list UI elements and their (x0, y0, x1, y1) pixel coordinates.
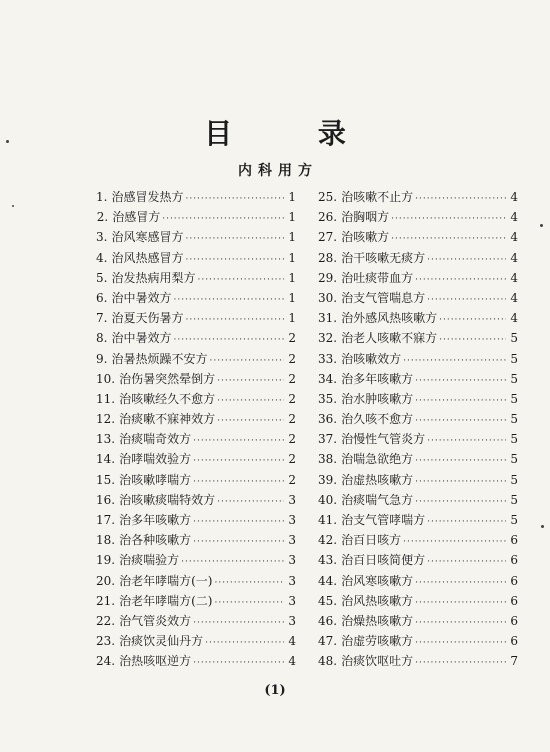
toc-entry-title: 治虚劳咳嗽方 (341, 634, 414, 649)
toc-entry-number: 15. (96, 472, 116, 487)
toc-entry (96, 249, 296, 269)
toc-entry-number: 1. (96, 190, 108, 204)
toc-entry (96, 511, 296, 531)
toc-entry-page: 3 (288, 593, 296, 608)
toc-entry-title: 治咳嗽效方 (341, 351, 402, 366)
toc-entry-number: 38. (318, 452, 338, 467)
toc-entry (96, 450, 296, 470)
dot-leader (173, 295, 284, 305)
toc-entry-page: 7 (510, 654, 518, 669)
toc-entry-number: 21. (96, 593, 116, 608)
dot-leader (193, 537, 284, 547)
toc-entry-page: 4 (510, 250, 518, 265)
dot-leader (185, 194, 284, 204)
dot-leader (403, 537, 506, 547)
toc-column-left (96, 188, 296, 673)
toc-entry-title: 治痰喘验方 (119, 553, 180, 568)
scan-speck (12, 205, 14, 207)
dot-leader (403, 356, 506, 366)
toc-entry-page: 5 (510, 492, 518, 507)
toc-entry (318, 551, 518, 571)
toc-entry-page: 1 (288, 210, 296, 225)
dot-leader (193, 436, 284, 446)
dot-leader (415, 658, 506, 668)
dot-leader (217, 497, 284, 507)
toc-entry-number: 14. (96, 452, 116, 467)
dot-leader (415, 416, 506, 426)
toc-entry-number: 27. (318, 230, 338, 245)
toc-entry-title: 治痰喘奇效方 (119, 432, 192, 447)
dot-leader (185, 315, 284, 325)
toc-entry-page: 6 (510, 553, 518, 568)
toc-entry-page: 4 (510, 210, 518, 225)
toc-entry-title: 治咳嗽不止方 (341, 190, 414, 204)
toc-entry (96, 491, 296, 511)
toc-entry-page: 2 (288, 351, 296, 366)
toc-entry (96, 572, 296, 592)
toc-entry-number: 10. (96, 371, 116, 386)
toc-entry-number: 17. (96, 513, 116, 527)
toc-entry (96, 551, 296, 571)
toc-entry (318, 350, 518, 370)
toc-entry-title: 治外感风热咳嗽方 (341, 311, 438, 326)
toc-entry-number: 45. (318, 593, 338, 608)
toc-entry-page: 1 (288, 290, 296, 305)
toc-entry (96, 350, 296, 370)
toc-entry-title: 治虚热咳嗽方 (341, 472, 414, 487)
toc-entry-page: 2 (288, 391, 296, 406)
dot-leader (415, 578, 506, 588)
toc-entry-page: 2 (288, 371, 296, 386)
toc-entry-page: 3 (288, 492, 296, 507)
toc-entry-page: 4 (510, 311, 518, 326)
toc-entry-title: 治水肿咳嗽方 (341, 391, 414, 406)
toc-entry (318, 208, 518, 228)
toc-entry-title: 治痰饮呕吐方 (341, 654, 414, 669)
scan-speck (540, 224, 543, 227)
toc-entry (96, 612, 296, 632)
toc-entry-number: 32. (318, 331, 338, 346)
toc-entry-number: 30. (318, 290, 338, 305)
toc-entry (96, 289, 296, 309)
toc-entry (318, 329, 518, 349)
toc-entry (318, 269, 518, 289)
toc-entry-page: 3 (288, 533, 296, 548)
toc-entry-page: 5 (510, 513, 518, 527)
toc-entry (96, 390, 296, 410)
toc-entry (318, 370, 518, 390)
toc-entry-title: 治夏天伤暑方 (111, 311, 184, 326)
toc-entry (318, 572, 518, 592)
toc-entry-title: 治咳嗽经久不愈方 (119, 391, 216, 406)
toc-entry (318, 410, 518, 430)
toc-entry-number: 46. (318, 613, 338, 628)
toc-entry-title: 治多年咳嗽方 (341, 371, 414, 386)
dot-leader (214, 598, 284, 608)
toc-entry-title: 治老人咳嗽不寐方 (341, 331, 438, 346)
toc-entry (318, 228, 518, 248)
dot-leader (427, 436, 506, 446)
dot-leader (181, 557, 284, 567)
dot-leader (185, 234, 284, 244)
toc-entry-title: 治暑热烦躁不安方 (111, 351, 208, 366)
toc-entry-title: 治哮喘效验方 (119, 452, 192, 467)
dot-leader (197, 275, 284, 285)
toc-entry-number: 41. (318, 513, 338, 527)
toc-entry-page: 4 (288, 654, 296, 669)
dot-leader (415, 396, 506, 406)
dot-leader (415, 618, 506, 628)
toc-entry-page: 1 (288, 311, 296, 326)
toc-entry (96, 410, 296, 430)
toc-entry (96, 592, 296, 612)
toc-entry-page: 5 (510, 391, 518, 406)
toc-entry-title: 治百日咳简便方 (341, 553, 426, 568)
toc-entry-title: 治喘急欲绝方 (341, 452, 414, 467)
dot-leader (391, 234, 506, 244)
toc-entry-page: 3 (288, 513, 296, 527)
toc-entry-page: 6 (510, 613, 518, 628)
section-heading: 内科用方 (238, 163, 318, 179)
toc-entry-page: 4 (510, 190, 518, 204)
toc-entry-number: 11. (96, 391, 116, 406)
toc-entry (318, 511, 518, 531)
toc-entry-number: 16. (96, 492, 116, 507)
toc-entry-page: 5 (510, 452, 518, 467)
toc-entry-title: 治痰嗽不寐神效方 (119, 412, 216, 427)
toc-entry-page: 5 (510, 351, 518, 366)
toc-entry-number: 39. (318, 472, 338, 487)
toc-entry-number: 44. (318, 573, 338, 588)
toc-entry-page: 4 (510, 290, 518, 305)
dot-leader (193, 477, 284, 487)
toc-column-right (318, 188, 518, 673)
dot-leader (217, 376, 284, 386)
toc-entry (96, 632, 296, 652)
toc-entry (318, 471, 518, 491)
toc-entry (318, 450, 518, 470)
dot-leader (415, 194, 506, 204)
toc-entry-title: 治各种咳嗽方 (119, 533, 192, 548)
toc-entry-number: 28. (318, 250, 338, 265)
toc-entry-title: 治热咳呕逆方 (119, 654, 192, 669)
toc-entry-page: 2 (288, 452, 296, 467)
dot-leader (415, 456, 506, 466)
dot-leader (193, 618, 284, 628)
toc-entry-page: 6 (510, 634, 518, 649)
toc-entry-number: 5. (96, 270, 108, 285)
dot-leader (173, 335, 284, 345)
toc-entry (318, 249, 518, 269)
toc-entry-number: 35. (318, 391, 338, 406)
toc-entry-number: 40. (318, 492, 338, 507)
toc-entry-title: 治百日咳方 (341, 533, 402, 548)
dot-leader (415, 598, 506, 608)
toc-entry-number: 47. (318, 634, 338, 649)
toc-entry-number: 22. (96, 613, 116, 628)
dot-leader (217, 416, 284, 426)
toc-entry-page: 4 (288, 634, 296, 649)
dot-leader (415, 477, 506, 487)
dot-leader (162, 214, 284, 224)
toc-entry (96, 208, 296, 228)
dot-leader (439, 315, 506, 325)
toc-entry-number: 25. (318, 190, 338, 204)
toc-entry-page: 1 (288, 270, 296, 285)
toc-entry-page: 5 (510, 331, 518, 346)
page-number: (1) (264, 683, 286, 698)
toc-entry-number: 42. (318, 533, 338, 548)
toc-entry-page: 6 (510, 573, 518, 588)
toc-entry-number: 19. (96, 553, 116, 568)
toc-entry-number: 8. (96, 331, 108, 346)
dot-leader (427, 557, 506, 567)
toc-entry-number: 18. (96, 533, 116, 548)
toc-entry-title: 治咳嗽方 (341, 230, 390, 245)
toc-entry (318, 592, 518, 612)
toc-entry-page: 5 (510, 432, 518, 447)
toc-entry-title: 治慢性气管炎方 (341, 432, 426, 447)
toc-entry-number: 24. (96, 654, 116, 669)
dot-leader (205, 638, 284, 648)
dot-leader (415, 497, 506, 507)
toc-entry-title: 治老年哮喘方(二) (119, 593, 213, 608)
toc-entry (318, 188, 518, 208)
scan-speck (541, 525, 544, 528)
toc-entry (318, 632, 518, 652)
toc-entry-title: 治支气管哮喘方 (341, 513, 426, 527)
toc-entry-number: 34. (318, 371, 338, 386)
toc-entry-page: 2 (288, 432, 296, 447)
toc-entry-page: 3 (288, 613, 296, 628)
toc-entry-page: 2 (288, 412, 296, 427)
toc-entry-page: 4 (510, 270, 518, 285)
dot-leader (217, 396, 284, 406)
toc-entry-number: 48. (318, 654, 338, 669)
dot-leader (427, 517, 506, 527)
dot-leader (214, 578, 284, 588)
toc-entry-title: 治咳嗽痰喘特效方 (119, 492, 216, 507)
toc-entry-title: 治中暑效方 (111, 290, 172, 305)
toc-entry-page: 2 (288, 472, 296, 487)
toc-entry-number: 6. (96, 290, 108, 305)
toc-entry (96, 269, 296, 289)
toc-entry (318, 612, 518, 632)
toc-entry-title: 治感冒方 (112, 210, 161, 225)
toc-entry-title: 治胸咽方 (341, 210, 390, 225)
toc-entry-title: 治干咳嗽无痰方 (341, 250, 426, 265)
dot-leader (439, 335, 506, 345)
toc-entry-number: 31. (318, 311, 338, 326)
toc-entry-title: 治风寒感冒方 (111, 230, 184, 245)
toc-entry-page: 3 (288, 553, 296, 568)
toc-entry-title: 治气管炎效方 (119, 613, 192, 628)
toc-entry-title: 治风寒咳嗽方 (341, 573, 414, 588)
dot-leader (193, 517, 284, 527)
toc-entry-number: 3. (96, 230, 108, 245)
toc-entry-page: 4 (510, 230, 518, 245)
dot-leader (427, 295, 506, 305)
toc-entry-page: 2 (288, 331, 296, 346)
toc-entry-title: 治久咳不愈方 (341, 412, 414, 427)
toc-entry-number: 23. (96, 634, 116, 649)
toc-entry (96, 471, 296, 491)
toc-entry (96, 228, 296, 248)
toc-entry-number: 20. (96, 573, 116, 588)
toc-entry (318, 652, 518, 672)
toc-entry-page: 1 (288, 230, 296, 245)
dot-leader (415, 275, 506, 285)
toc-entry (96, 188, 296, 208)
dot-leader (415, 376, 506, 386)
toc-entry (318, 430, 518, 450)
toc-entry-number: 2. (96, 210, 109, 225)
page-title: 目 录 (204, 117, 384, 150)
toc-entry (318, 289, 518, 309)
toc-entry-title: 治中暑效方 (111, 331, 172, 346)
toc-entry (318, 390, 518, 410)
toc-entry (96, 309, 296, 329)
toc-entry-number: 9. (96, 351, 108, 366)
scan-speck (6, 140, 9, 143)
toc-entry-title: 治痰喘气急方 (341, 492, 414, 507)
dot-leader (391, 214, 506, 224)
toc-entry (96, 652, 296, 672)
toc-entry-title: 治发热病用梨方 (111, 270, 196, 285)
toc-entry (96, 430, 296, 450)
toc-entry (318, 309, 518, 329)
toc-entry-page: 5 (510, 472, 518, 487)
dot-leader (185, 255, 284, 265)
toc-entry-page: 6 (510, 593, 518, 608)
toc-entry-number: 36. (318, 412, 338, 427)
toc-entry-title: 治咳嗽哮喘方 (119, 472, 192, 487)
toc-entry-number: 33. (318, 351, 338, 366)
dot-leader (193, 658, 284, 668)
toc-entry-number: 4. (96, 250, 108, 265)
toc-entry-number: 29. (318, 270, 338, 285)
toc-entry-number: 43. (318, 553, 338, 568)
dot-leader (415, 638, 506, 648)
toc-entry-title: 治风热咳嗽方 (341, 593, 414, 608)
toc-entry-title: 治吐痰带血方 (341, 270, 414, 285)
toc-entry-number: 26. (318, 210, 338, 225)
toc-entry-title: 治多年咳嗽方 (119, 513, 192, 527)
toc-entry-title: 治老年哮喘方(一) (119, 573, 213, 588)
toc-entry-title: 治伤暑突然晕倒方 (119, 371, 216, 386)
toc-entry-number: 12. (96, 412, 116, 427)
toc-entry (96, 531, 296, 551)
dot-leader (209, 356, 284, 366)
toc-entry-number: 37. (318, 432, 338, 447)
toc-entry-page: 1 (288, 250, 296, 265)
toc-entry-page: 3 (288, 573, 296, 588)
dot-leader (193, 456, 284, 466)
toc-entry-title: 治支气管喘息方 (341, 290, 426, 305)
toc-entry (318, 491, 518, 511)
toc-entry-title: 治风热感冒方 (111, 250, 184, 265)
dot-leader (427, 255, 506, 265)
toc-entry-page: 6 (510, 533, 518, 548)
toc-entry-page: 5 (510, 412, 518, 427)
toc-entry (96, 370, 296, 390)
toc-entry-number: 7. (96, 311, 108, 326)
toc-entry-page: 5 (510, 371, 518, 386)
toc-entry-title: 治感冒发热方 (111, 190, 184, 204)
toc-entry (96, 329, 296, 349)
toc-entry (318, 531, 518, 551)
toc-entry-page: 1 (288, 190, 296, 204)
toc-entry-title: 治燥热咳嗽方 (341, 613, 414, 628)
toc-entry-number: 13. (96, 432, 116, 447)
toc-entry-title: 治痰饮灵仙丹方 (119, 634, 204, 649)
